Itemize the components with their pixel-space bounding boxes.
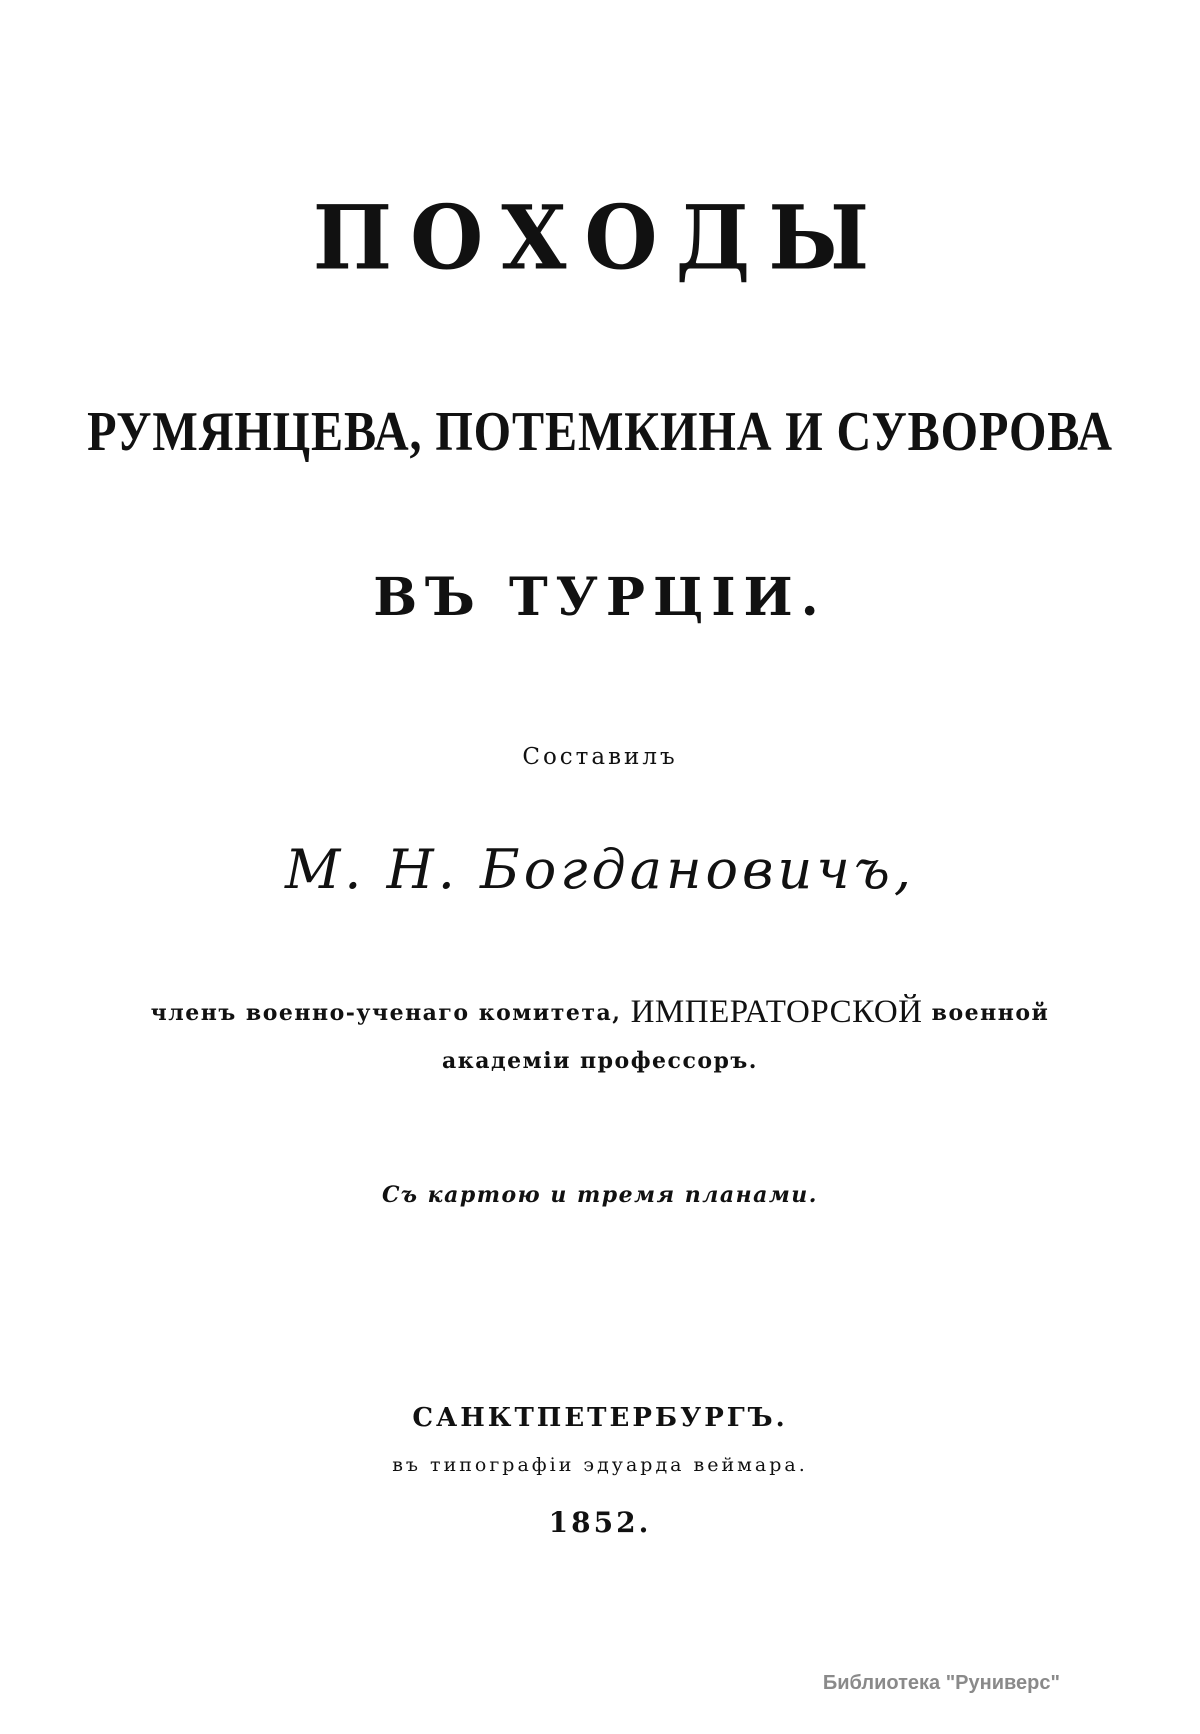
- compiled-by-label: Составилъ: [522, 744, 678, 770]
- maps-note: Съ картою и тремя планами.: [382, 1182, 818, 1208]
- author-name: М. Н. Богдановичъ,: [285, 838, 915, 901]
- book-title: ПОХОДЫ: [312, 185, 888, 290]
- author-role-line-1: [0, 994, 1200, 1031]
- publication-year: 1852.: [548, 1506, 652, 1539]
- library-watermark: Библиотека "Руниверс": [822, 1672, 1060, 1694]
- author-role-part-2: военной: [931, 1000, 1050, 1026]
- book-subtitle-place: ВЪ ТУРЦІИ.: [373, 567, 827, 628]
- book-subtitle: РУМЯНЦЕВА, ПОТЕМКИНА И СУВОРОВА: [87, 401, 1113, 463]
- author-role-emphasis: ИМПЕРАТОРСКОЙ: [630, 994, 923, 1030]
- author-role-line-2: академіи профессоръ.: [442, 1048, 758, 1074]
- printer-line: въ типографіи эдуарда веймара.: [392, 1454, 808, 1476]
- publication-city: САНКТПЕТЕРБУРГЪ.: [412, 1403, 788, 1433]
- author-role-part-1: членъ военно-ученаго комитета,: [150, 1000, 622, 1026]
